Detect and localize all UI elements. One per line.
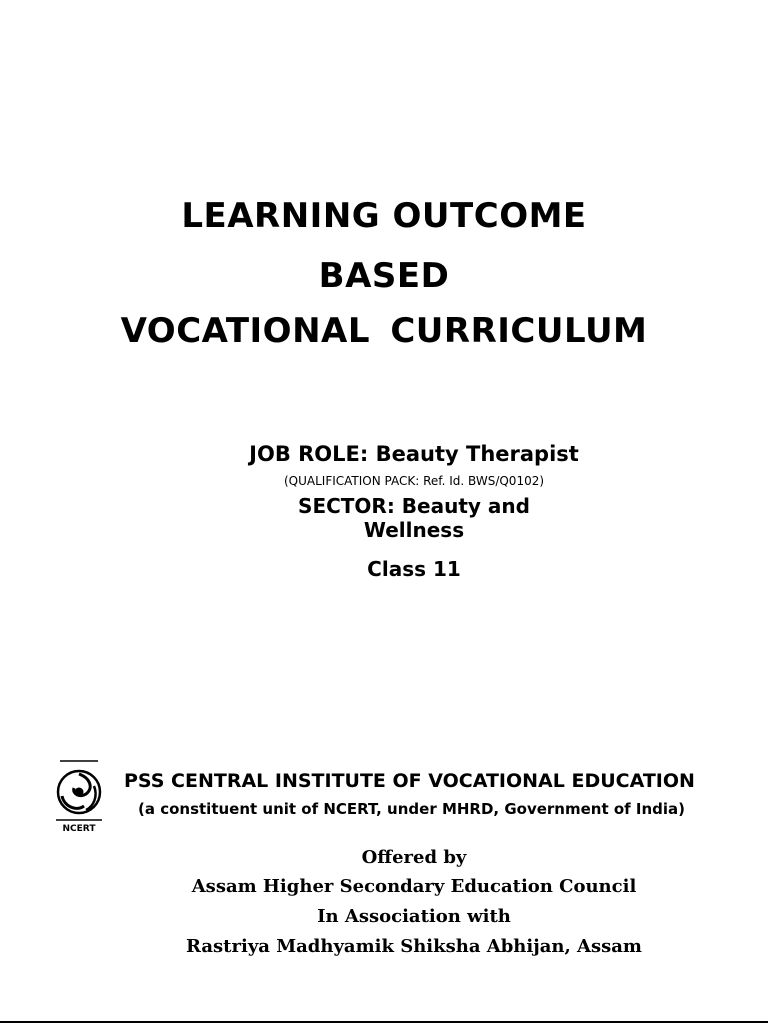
ncert-logo-icon bbox=[50, 756, 108, 834]
offered-by: Offered by bbox=[361, 847, 467, 868]
title-line-3: VOCATIONAL CURRICULUM bbox=[120, 311, 648, 351]
class-label: Class 11 bbox=[367, 557, 461, 581]
logo-caption: NCERT bbox=[62, 824, 96, 834]
job-role: JOB ROLE: Beauty Therapist bbox=[249, 442, 579, 466]
title-line-2: BASED bbox=[318, 256, 450, 296]
bottom-rule bbox=[0, 1021, 768, 1023]
association-partner: Rastriya Madhyamik Shiksha Abhijan, Assam bbox=[186, 936, 642, 957]
offering-council: Assam Higher Secondary Education Council bbox=[191, 876, 637, 897]
title-line-1: LEARNING OUTCOME bbox=[181, 196, 587, 236]
institute-name: PSS CENTRAL INSTITUTE OF VOCATIONAL EDUCATION bbox=[124, 770, 695, 792]
institute-subtitle: (a constituent unit of NCERT, under MHRD, Government of India) bbox=[138, 800, 686, 818]
association-label: In Association with bbox=[317, 906, 511, 927]
qualification-pack: (QUALIFICATION PACK: Ref. Id. BWS/Q0102) bbox=[283, 474, 545, 488]
sector: SECTOR: Beauty and Wellness bbox=[298, 494, 530, 542]
